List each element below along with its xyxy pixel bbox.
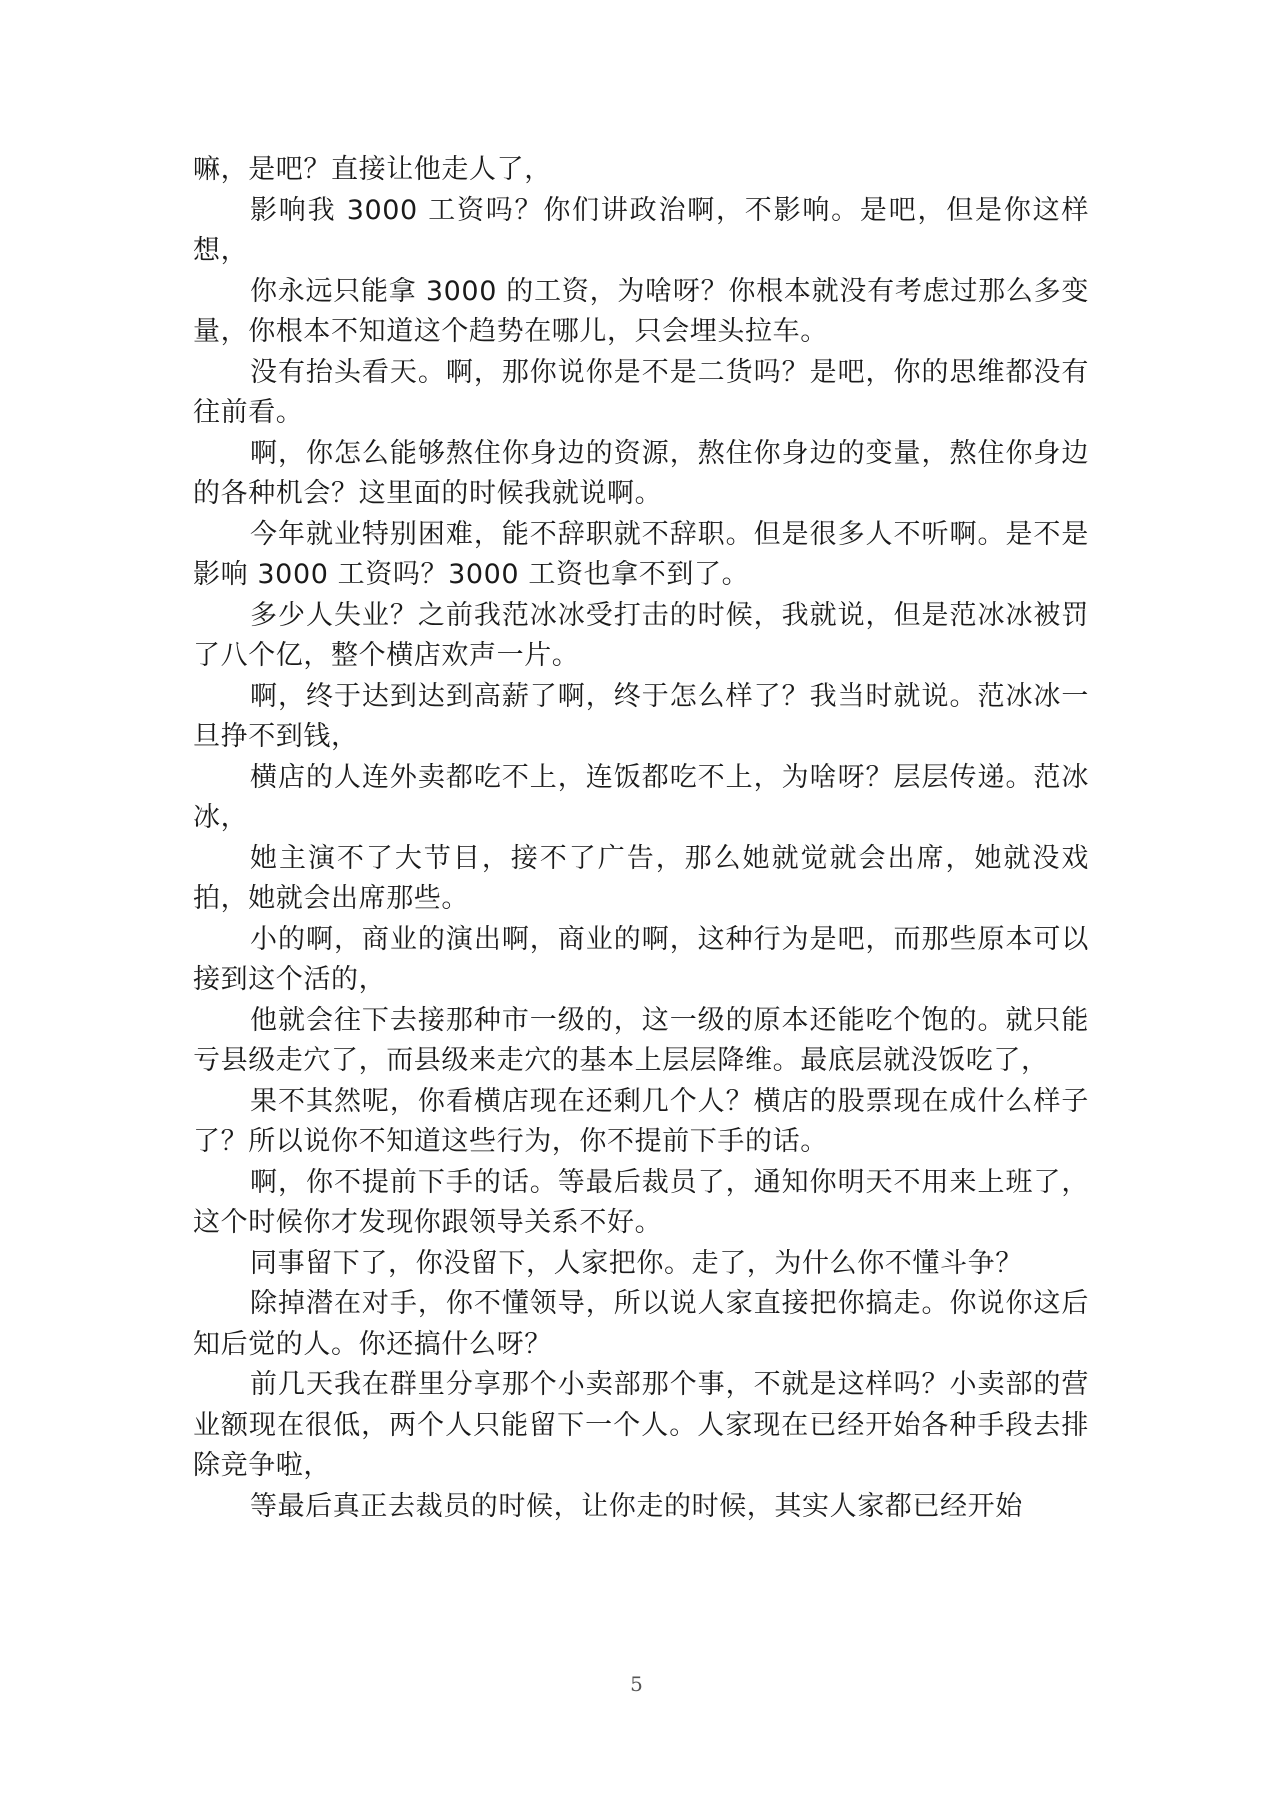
paragraph: 你永远只能拿 3000 的工资，为啥呀？你根本就没有考虑过那么多变量，你根本不知道这个趋势在哪儿，只会埋头拉车。 [193,275,1089,347]
paragraph: 多少人失业？之前我范冰冰受打击的时候，我就说，但是范冰冰被罚了八个亿，整个横店欢声一片。 [193,599,1089,671]
paragraph: 横店的人连外卖都吃不上，连饭都吃不上，为啥呀？层层传递。范冰冰， [193,761,1089,833]
page-number: 5 [630,1672,643,1696]
paragraph: 嘛，是吧？直接让他走人了， [193,154,552,185]
paragraph: 同事留下了，你没留下，人家把你。走了，为什么你不懂斗争？ [250,1247,1023,1279]
paragraph: 今年就业特别困难，能不辞职就不辞职。但是很多人不听啊。是不是影响 3000 工资吗？3000 工资也拿不到了。 [193,518,1089,590]
paragraph: 除掉潜在对手，你不懂领导，所以说人家直接把你搞走。你说你这后知后觉的人。你还搞什么呀？ [193,1288,1089,1360]
document-body [193,150,1089,1527]
paragraph: 啊，你不提前下手的话。等最后裁员了，通知你明天不用来上班了，这个时候你才发现你跟领导关系不好。 [193,1166,1089,1238]
paragraph: 他就会往下去接那种市一级的，这一级的原本还能吃个饱的。就只能亏县级走穴了，而县级来走穴的基本上层层降维。最底层就没饭吃了， [193,1004,1089,1076]
paragraph: 她主演不了大节目，接不了广告，那么她就觉就会出席，她就没戏拍，她就会出席那些。 [193,842,1089,914]
paragraph: 小的啊，商业的演出啊，商业的啊，这种行为是吧，而那些原本可以接到这个活的， [193,923,1089,995]
paragraph: 等最后真正去裁员的时候，让你走的时候，其实人家都已经开始 [250,1490,1023,1522]
paragraph: 影响我 3000 工资吗？你们讲政治啊，不影响。是吧，但是你这样想， [193,194,1089,266]
paragraph: 没有抬头看天。啊，那你说你是不是二货吗？是吧，你的思维都没有往前看。 [193,356,1089,428]
paragraph: 啊，你怎么能够熬住你身边的资源，熬住你身边的变量，熬住你身边的各种机会？这里面的时候我就说啊。 [193,437,1089,509]
paragraph: 果不其然呢，你看横店现在还剩几个人？横店的股票现在成什么样子了？所以说你不知道这些行为，你不提前下手的话。 [193,1085,1089,1157]
paragraph: 前几天我在群里分享那个小卖部那个事，不就是这样吗？小卖部的营业额现在很低，两个人只能留下一个人。人家现在已经开始各种手段去排除竞争啦， [193,1369,1089,1481]
paragraph: 啊，终于达到达到高薪了啊，终于怎么样了？我当时就说。范冰冰一旦挣不到钱， [193,680,1089,752]
